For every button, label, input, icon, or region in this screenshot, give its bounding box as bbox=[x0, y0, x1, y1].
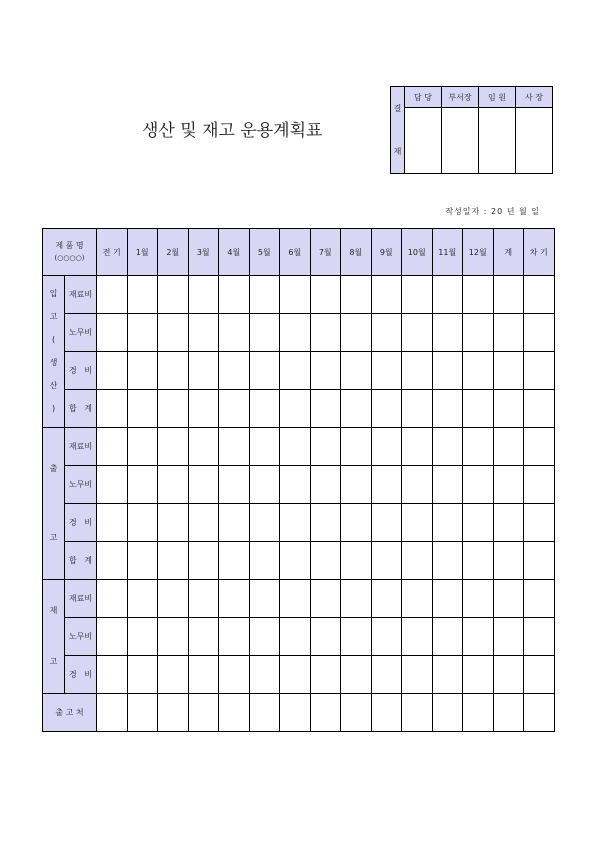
data-cell[interactable] bbox=[219, 276, 250, 314]
data-cell[interactable] bbox=[371, 314, 402, 352]
data-cell[interactable] bbox=[280, 314, 311, 352]
data-cell[interactable] bbox=[188, 504, 219, 542]
data-cell[interactable] bbox=[310, 618, 341, 656]
header-product-sub: (○○○○) bbox=[54, 254, 85, 262]
data-cell[interactable] bbox=[158, 580, 189, 618]
data-cell[interactable] bbox=[219, 504, 250, 542]
data-cell[interactable] bbox=[341, 428, 372, 466]
data-cell[interactable] bbox=[97, 352, 128, 390]
row-label: 재료비 bbox=[65, 580, 97, 618]
column-header: 전 기 bbox=[97, 229, 128, 276]
data-cell[interactable] bbox=[341, 276, 372, 314]
data-cell[interactable] bbox=[402, 428, 433, 466]
column-header: 9월 bbox=[371, 229, 402, 276]
data-cell[interactable] bbox=[219, 428, 250, 466]
column-header: 계 bbox=[493, 229, 524, 276]
data-cell[interactable] bbox=[158, 504, 189, 542]
data-cell[interactable] bbox=[524, 390, 555, 428]
table-row bbox=[43, 466, 555, 504]
data-cell[interactable] bbox=[463, 542, 494, 580]
data-cell[interactable] bbox=[188, 618, 219, 656]
data-cell[interactable] bbox=[524, 656, 555, 694]
data-cell[interactable] bbox=[432, 656, 463, 694]
data-cell[interactable] bbox=[524, 314, 555, 352]
group-label-char: 입 bbox=[49, 288, 58, 298]
data-cell[interactable] bbox=[158, 352, 189, 390]
header-product-label: 제 품 명 bbox=[55, 241, 84, 250]
data-cell[interactable] bbox=[402, 314, 433, 352]
group-label bbox=[43, 580, 65, 694]
data-cell[interactable] bbox=[188, 656, 219, 694]
data-cell[interactable] bbox=[127, 466, 158, 504]
data-cell[interactable] bbox=[463, 352, 494, 390]
data-cell[interactable] bbox=[341, 352, 372, 390]
data-cell[interactable] bbox=[219, 656, 250, 694]
data-cell[interactable] bbox=[371, 656, 402, 694]
data-cell[interactable] bbox=[402, 580, 433, 618]
data-cell[interactable] bbox=[188, 580, 219, 618]
data-cell[interactable] bbox=[463, 466, 494, 504]
data-cell[interactable] bbox=[188, 542, 219, 580]
approval-header: 부서장 bbox=[442, 87, 479, 108]
data-cell[interactable] bbox=[97, 694, 128, 732]
data-cell[interactable] bbox=[249, 390, 280, 428]
group-label bbox=[43, 428, 65, 580]
data-cell[interactable] bbox=[249, 656, 280, 694]
data-cell[interactable] bbox=[493, 542, 524, 580]
data-cell[interactable] bbox=[524, 504, 555, 542]
data-cell[interactable] bbox=[493, 428, 524, 466]
group-label-char: 고 bbox=[49, 533, 58, 543]
data-cell[interactable] bbox=[219, 390, 250, 428]
row-label: 재료비 bbox=[65, 276, 97, 314]
data-cell[interactable] bbox=[371, 542, 402, 580]
data-cell[interactable] bbox=[158, 694, 189, 732]
data-cell[interactable] bbox=[280, 390, 311, 428]
data-cell[interactable] bbox=[524, 694, 555, 732]
footer-label: 출 고 처 bbox=[43, 694, 97, 732]
data-cell[interactable] bbox=[188, 314, 219, 352]
data-cell[interactable] bbox=[280, 542, 311, 580]
data-cell[interactable] bbox=[97, 314, 128, 352]
data-cell[interactable] bbox=[310, 656, 341, 694]
data-cell[interactable] bbox=[432, 618, 463, 656]
data-cell[interactable] bbox=[127, 504, 158, 542]
data-cell[interactable] bbox=[341, 618, 372, 656]
data-cell[interactable] bbox=[402, 352, 433, 390]
table-row bbox=[43, 694, 555, 732]
data-cell[interactable] bbox=[463, 618, 494, 656]
data-cell[interactable] bbox=[280, 352, 311, 390]
data-cell[interactable] bbox=[158, 466, 189, 504]
data-cell[interactable] bbox=[463, 276, 494, 314]
data-cell[interactable] bbox=[432, 390, 463, 428]
data-cell[interactable] bbox=[188, 276, 219, 314]
data-cell[interactable] bbox=[524, 580, 555, 618]
data-cell[interactable] bbox=[463, 656, 494, 694]
data-cell[interactable] bbox=[97, 276, 128, 314]
data-cell[interactable] bbox=[524, 542, 555, 580]
data-cell[interactable] bbox=[432, 580, 463, 618]
data-cell[interactable] bbox=[219, 466, 250, 504]
data-cell[interactable] bbox=[463, 314, 494, 352]
data-cell[interactable] bbox=[249, 428, 280, 466]
data-cell[interactable] bbox=[371, 694, 402, 732]
date-line: 작성일자 : 20 년 월 일 bbox=[445, 207, 540, 216]
data-cell[interactable] bbox=[158, 390, 189, 428]
group-label bbox=[43, 276, 65, 428]
data-cell[interactable] bbox=[158, 542, 189, 580]
data-cell[interactable] bbox=[249, 542, 280, 580]
data-cell[interactable] bbox=[432, 352, 463, 390]
data-cell[interactable] bbox=[493, 390, 524, 428]
data-cell[interactable] bbox=[341, 466, 372, 504]
group-label-char: ) bbox=[51, 404, 56, 414]
data-cell[interactable] bbox=[432, 542, 463, 580]
data-cell[interactable] bbox=[188, 466, 219, 504]
table-row bbox=[43, 542, 555, 580]
approval-side-top: 결 bbox=[393, 104, 402, 113]
data-cell[interactable] bbox=[371, 618, 402, 656]
data-cell[interactable] bbox=[310, 542, 341, 580]
data-cell[interactable] bbox=[524, 466, 555, 504]
data-cell[interactable] bbox=[97, 466, 128, 504]
data-cell[interactable] bbox=[524, 352, 555, 390]
column-header: 6월 bbox=[280, 229, 311, 276]
data-cell[interactable] bbox=[371, 428, 402, 466]
approval-box bbox=[390, 86, 553, 174]
data-cell[interactable] bbox=[432, 504, 463, 542]
data-cell[interactable] bbox=[127, 390, 158, 428]
approval-side-bottom: 재 bbox=[393, 147, 402, 156]
data-cell[interactable] bbox=[402, 618, 433, 656]
data-cell[interactable] bbox=[402, 504, 433, 542]
row-label: 경 비 bbox=[65, 352, 97, 390]
data-cell[interactable] bbox=[310, 428, 341, 466]
signature-cell[interactable] bbox=[516, 108, 553, 174]
row-label: 합 계 bbox=[65, 390, 97, 428]
data-cell[interactable] bbox=[127, 276, 158, 314]
column-header: 7월 bbox=[310, 229, 341, 276]
data-cell[interactable] bbox=[432, 276, 463, 314]
data-cell[interactable] bbox=[463, 428, 494, 466]
data-cell[interactable] bbox=[402, 466, 433, 504]
data-cell[interactable] bbox=[249, 276, 280, 314]
data-cell[interactable] bbox=[310, 352, 341, 390]
row-label: 노무비 bbox=[65, 466, 97, 504]
row-label: 경 비 bbox=[65, 504, 97, 542]
data-cell[interactable] bbox=[402, 656, 433, 694]
data-cell[interactable] bbox=[97, 542, 128, 580]
data-cell[interactable] bbox=[463, 390, 494, 428]
data-cell[interactable] bbox=[341, 542, 372, 580]
data-cell[interactable] bbox=[97, 580, 128, 618]
data-cell[interactable] bbox=[280, 580, 311, 618]
table-row bbox=[43, 352, 555, 390]
data-cell[interactable] bbox=[280, 618, 311, 656]
data-cell[interactable] bbox=[158, 656, 189, 694]
data-cell[interactable] bbox=[97, 656, 128, 694]
data-cell[interactable] bbox=[249, 694, 280, 732]
data-cell[interactable] bbox=[524, 276, 555, 314]
data-cell[interactable] bbox=[341, 656, 372, 694]
data-cell[interactable] bbox=[188, 694, 219, 732]
data-cell[interactable] bbox=[371, 504, 402, 542]
data-cell[interactable] bbox=[341, 390, 372, 428]
data-cell[interactable] bbox=[341, 580, 372, 618]
data-cell[interactable] bbox=[97, 618, 128, 656]
data-cell[interactable] bbox=[280, 504, 311, 542]
row-label: 노무비 bbox=[65, 618, 97, 656]
data-cell[interactable] bbox=[97, 504, 128, 542]
data-cell[interactable] bbox=[249, 314, 280, 352]
data-cell[interactable] bbox=[310, 580, 341, 618]
row-label: 노무비 bbox=[65, 314, 97, 352]
data-cell[interactable] bbox=[371, 580, 402, 618]
data-cell[interactable] bbox=[432, 694, 463, 732]
data-cell[interactable] bbox=[524, 428, 555, 466]
column-header: 2월 bbox=[158, 229, 189, 276]
group-label-char: 산 bbox=[49, 381, 58, 391]
data-cell[interactable] bbox=[219, 694, 250, 732]
data-cell[interactable] bbox=[188, 428, 219, 466]
data-cell[interactable] bbox=[249, 466, 280, 504]
signature-cell[interactable] bbox=[442, 108, 479, 174]
page-title: 생산 및 재고 운용계획표 bbox=[142, 121, 323, 141]
table-row bbox=[43, 390, 555, 428]
data-cell[interactable] bbox=[493, 694, 524, 732]
data-cell[interactable] bbox=[402, 390, 433, 428]
column-header: 10월 bbox=[402, 229, 433, 276]
data-cell[interactable] bbox=[310, 276, 341, 314]
data-cell[interactable] bbox=[219, 542, 250, 580]
data-cell[interactable] bbox=[402, 694, 433, 732]
group-label-char: 재 bbox=[49, 606, 58, 616]
data-cell[interactable] bbox=[127, 314, 158, 352]
data-cell[interactable] bbox=[219, 580, 250, 618]
table-row bbox=[43, 618, 555, 656]
data-cell[interactable] bbox=[310, 390, 341, 428]
row-label: 재료비 bbox=[65, 428, 97, 466]
data-cell[interactable] bbox=[219, 618, 250, 656]
data-cell[interactable] bbox=[341, 694, 372, 732]
data-cell[interactable] bbox=[493, 580, 524, 618]
table-row bbox=[43, 314, 555, 352]
data-cell[interactable] bbox=[127, 428, 158, 466]
data-cell[interactable] bbox=[371, 352, 402, 390]
data-cell[interactable] bbox=[97, 390, 128, 428]
data-cell[interactable] bbox=[371, 466, 402, 504]
data-cell[interactable] bbox=[280, 656, 311, 694]
data-cell[interactable] bbox=[402, 276, 433, 314]
data-cell[interactable] bbox=[310, 504, 341, 542]
data-cell[interactable] bbox=[493, 314, 524, 352]
table-row bbox=[43, 428, 555, 466]
data-cell[interactable] bbox=[524, 618, 555, 656]
data-cell[interactable] bbox=[127, 618, 158, 656]
approval-header: 사 장 bbox=[516, 87, 553, 108]
column-header: 12월 bbox=[463, 229, 494, 276]
group-label-char: 생 bbox=[49, 358, 58, 368]
data-cell[interactable] bbox=[219, 314, 250, 352]
data-cell[interactable] bbox=[280, 466, 311, 504]
data-cell[interactable] bbox=[310, 694, 341, 732]
data-cell[interactable] bbox=[249, 618, 280, 656]
data-cell[interactable] bbox=[310, 466, 341, 504]
data-cell[interactable] bbox=[188, 352, 219, 390]
data-cell[interactable] bbox=[280, 428, 311, 466]
data-cell[interactable] bbox=[280, 276, 311, 314]
signature-cell[interactable] bbox=[405, 108, 442, 174]
data-cell[interactable] bbox=[432, 428, 463, 466]
signature-cell[interactable] bbox=[479, 108, 516, 174]
table-row bbox=[43, 504, 555, 542]
data-cell[interactable] bbox=[127, 542, 158, 580]
column-header: 8월 bbox=[341, 229, 372, 276]
data-cell[interactable] bbox=[158, 618, 189, 656]
data-cell[interactable] bbox=[127, 580, 158, 618]
data-cell[interactable] bbox=[249, 504, 280, 542]
data-cell[interactable] bbox=[493, 352, 524, 390]
table-row bbox=[43, 276, 555, 314]
data-cell[interactable] bbox=[463, 504, 494, 542]
data-cell[interactable] bbox=[249, 580, 280, 618]
data-cell[interactable] bbox=[463, 694, 494, 732]
plan-table bbox=[42, 228, 555, 732]
data-cell[interactable] bbox=[188, 390, 219, 428]
data-cell[interactable] bbox=[127, 352, 158, 390]
data-cell[interactable] bbox=[402, 542, 433, 580]
data-cell[interactable] bbox=[219, 352, 250, 390]
data-cell[interactable] bbox=[493, 276, 524, 314]
column-header: 5월 bbox=[249, 229, 280, 276]
column-header: 11월 bbox=[432, 229, 463, 276]
data-cell[interactable] bbox=[371, 276, 402, 314]
data-cell[interactable] bbox=[493, 618, 524, 656]
data-cell[interactable] bbox=[341, 504, 372, 542]
approval-side-label bbox=[391, 87, 405, 174]
row-label: 합 계 bbox=[65, 542, 97, 580]
data-cell[interactable] bbox=[432, 314, 463, 352]
data-cell[interactable] bbox=[127, 694, 158, 732]
row-label: 경 비 bbox=[65, 656, 97, 694]
data-cell[interactable] bbox=[158, 314, 189, 352]
data-cell[interactable] bbox=[341, 314, 372, 352]
data-cell[interactable] bbox=[280, 694, 311, 732]
data-cell[interactable] bbox=[463, 580, 494, 618]
data-cell[interactable] bbox=[371, 390, 402, 428]
data-cell[interactable] bbox=[158, 276, 189, 314]
group-label-char: 출 bbox=[49, 463, 58, 473]
group-label-char: 고 bbox=[49, 656, 58, 666]
data-cell[interactable] bbox=[493, 656, 524, 694]
approval-header: 담 당 bbox=[405, 87, 442, 108]
data-cell[interactable] bbox=[493, 466, 524, 504]
data-cell[interactable] bbox=[493, 504, 524, 542]
data-cell[interactable] bbox=[432, 466, 463, 504]
table-row bbox=[43, 580, 555, 618]
data-cell[interactable] bbox=[97, 428, 128, 466]
data-cell[interactable] bbox=[127, 656, 158, 694]
column-header: 3월 bbox=[188, 229, 219, 276]
column-header: 1월 bbox=[127, 229, 158, 276]
column-header: 4월 bbox=[219, 229, 250, 276]
data-cell[interactable] bbox=[310, 314, 341, 352]
group-label-char: ( bbox=[51, 334, 56, 344]
data-cell[interactable] bbox=[249, 352, 280, 390]
header-product bbox=[43, 229, 97, 276]
table-row bbox=[43, 656, 555, 694]
data-cell[interactable] bbox=[158, 428, 189, 466]
approval-header: 임 원 bbox=[479, 87, 516, 108]
column-header: 차 기 bbox=[524, 229, 555, 276]
group-label-char: 고 bbox=[49, 311, 58, 321]
